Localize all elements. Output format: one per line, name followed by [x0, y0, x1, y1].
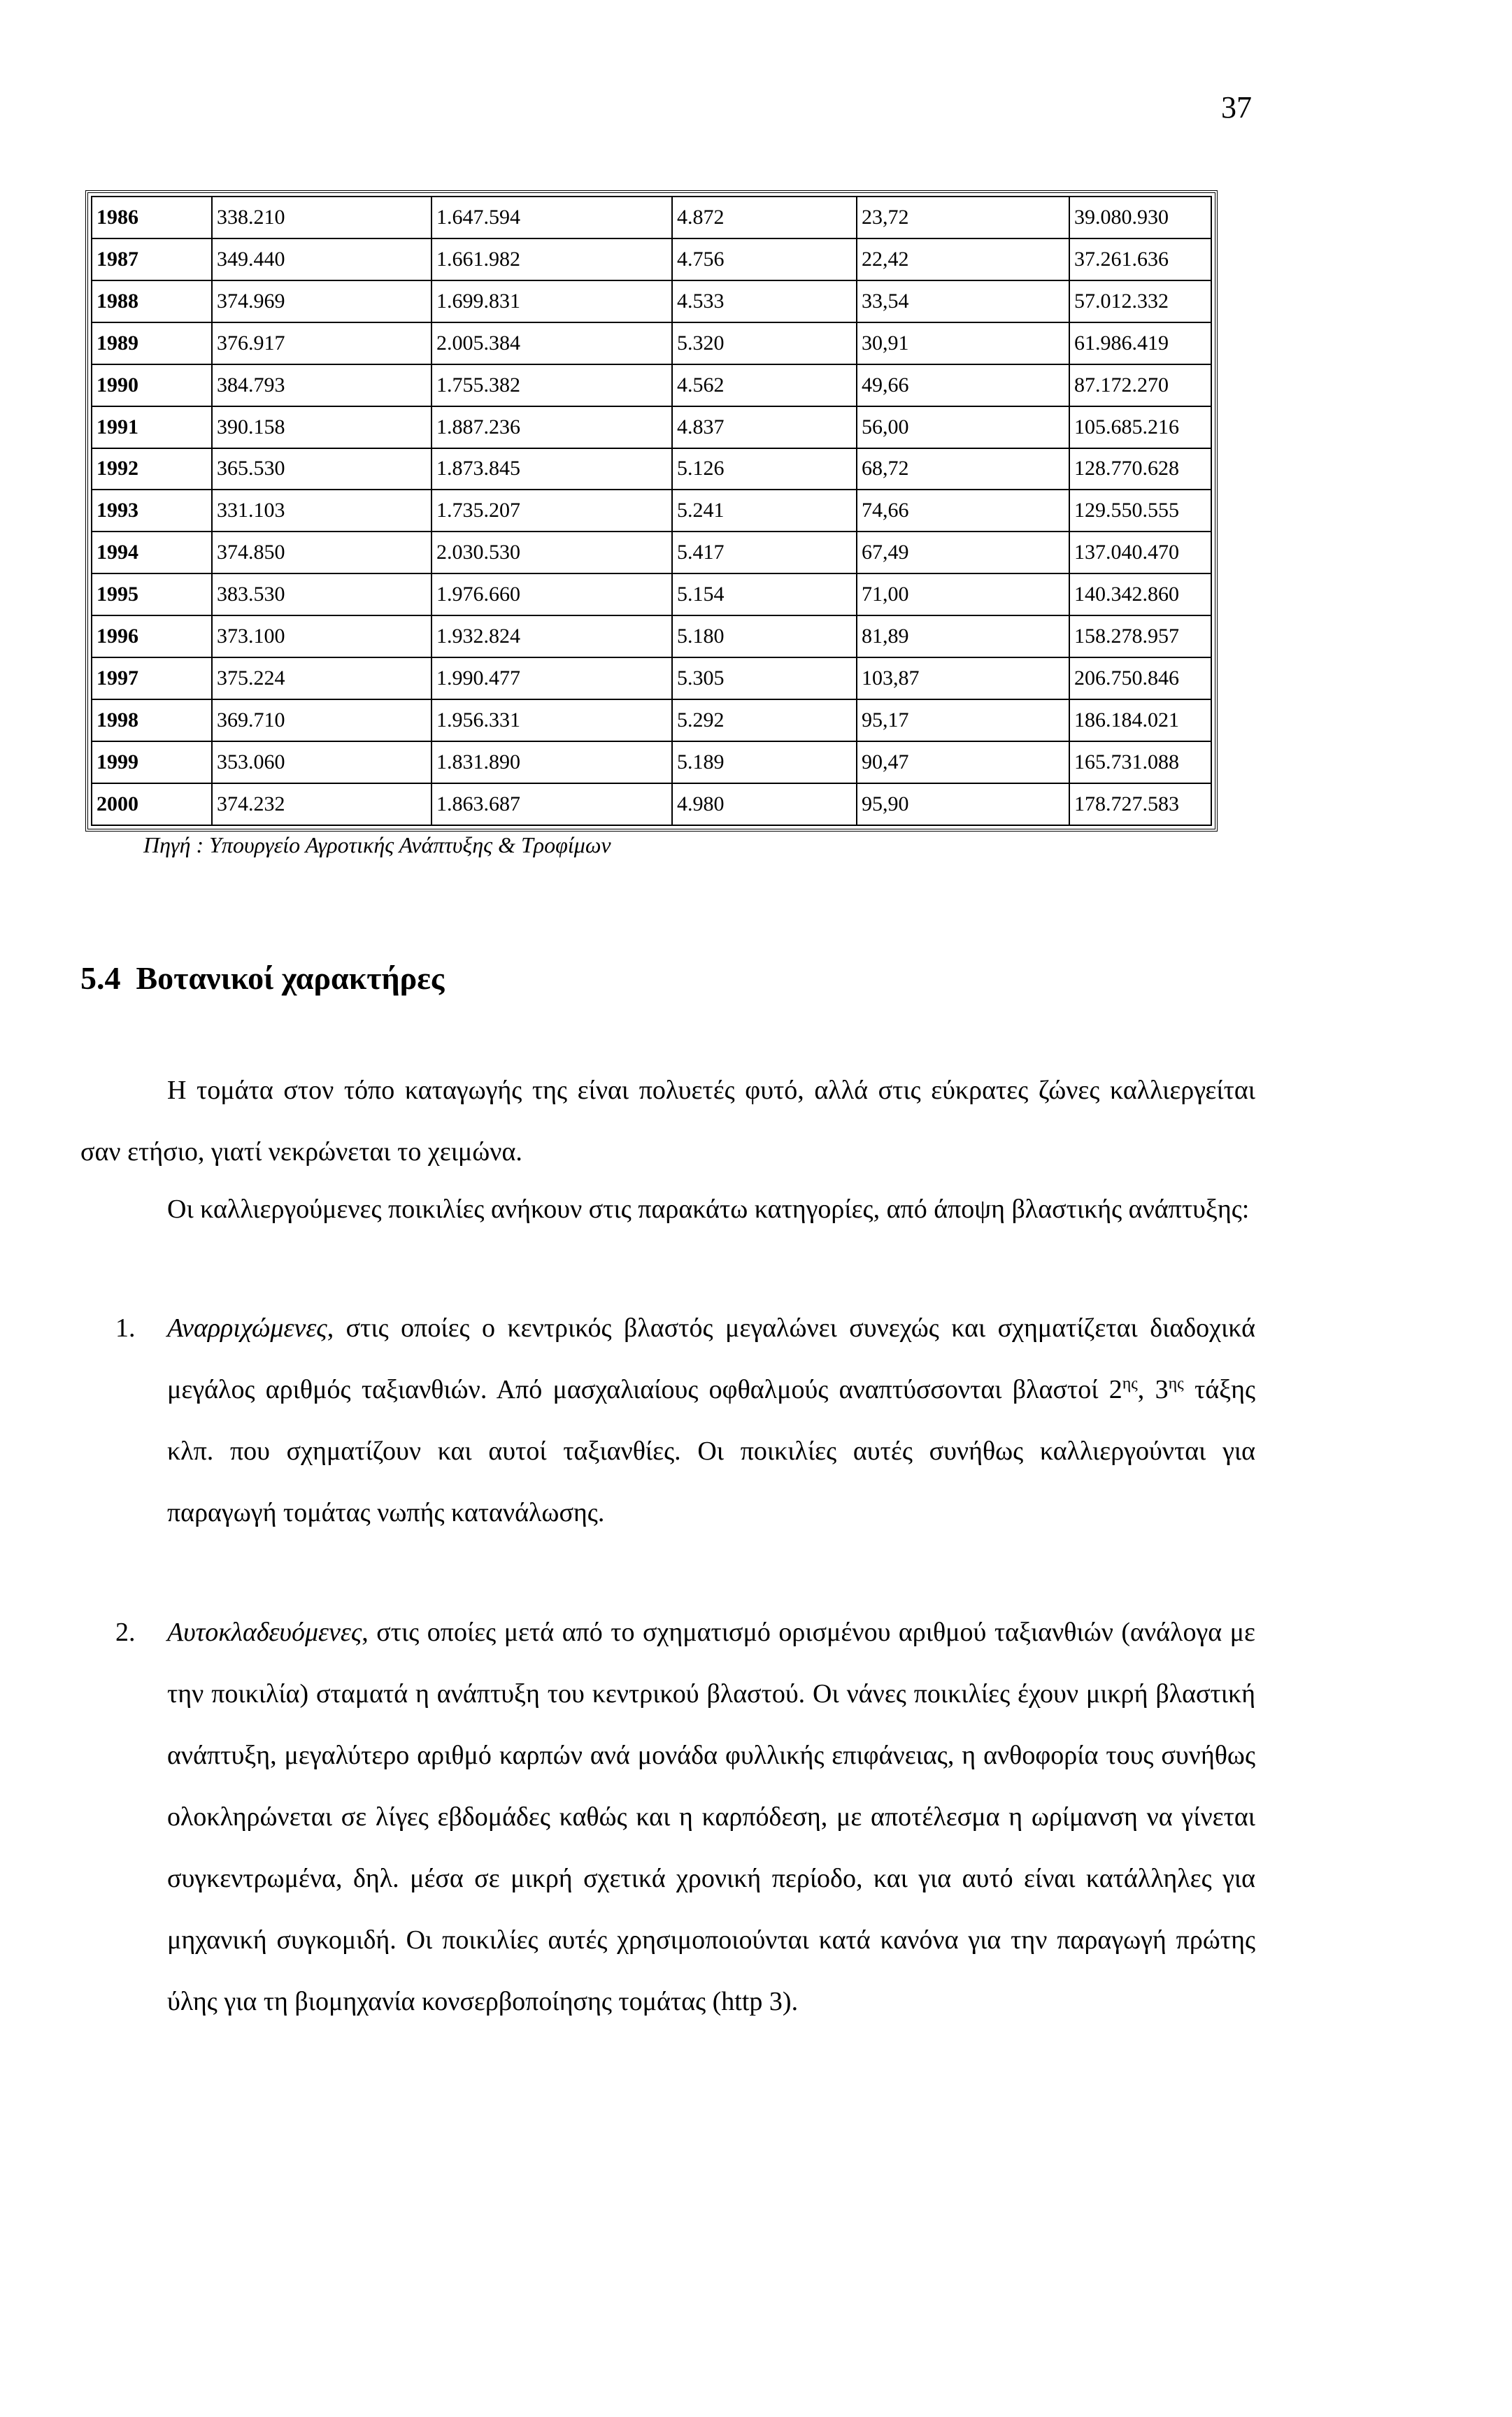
table-cell: 140.342.860: [1069, 573, 1211, 615]
table-row: [92, 699, 1211, 741]
table-cell: 1.647.594: [432, 197, 672, 238]
table-row: [92, 448, 1211, 490]
table-cell: 384.793: [212, 364, 432, 406]
table-row: [92, 573, 1211, 615]
table-cell: 383.530: [212, 573, 432, 615]
paragraph-intro: Η τομάτα στον τόπο καταγωγής της είναι πολυετές φυτό, αλλά στις εύκρατες ζώνες καλλιεργείται σαν ετήσιο, γιατί νεκρώνεται το χειμώνα.: [80, 1076, 1255, 1167]
table-cell: 5.126: [672, 448, 857, 490]
table-cell: 33,54: [857, 280, 1069, 322]
table-cell: 1.735.207: [432, 490, 672, 532]
table-row: [92, 406, 1211, 448]
table-row: [92, 783, 1211, 825]
table-cell: 373.100: [212, 615, 432, 657]
table-cell: 5.241: [672, 490, 857, 532]
table-cell: 4.980: [672, 783, 857, 825]
table-cell: 71,00: [857, 573, 1069, 615]
table-cell: 37.261.636: [1069, 238, 1211, 280]
table-cell-year: 1995: [92, 573, 212, 615]
table-cell: 5.180: [672, 615, 857, 657]
table-cell-year: 1993: [92, 490, 212, 532]
section-number: 5.4: [80, 960, 121, 996]
table-cell: 1.661.982: [432, 238, 672, 280]
table-cell: 129.550.555: [1069, 490, 1211, 532]
table-row: [92, 657, 1211, 699]
table-cell: 61.986.419: [1069, 322, 1211, 364]
table-source-note: Πηγή : Υπουργείο Αγροτικής Ανάπτυξης & Τροφίμων: [143, 832, 611, 857]
list-term: Αναρριχώμενες: [167, 1313, 327, 1343]
section-heading: [80, 960, 444, 997]
table-row: [92, 532, 1211, 573]
list-marker: 1.: [115, 1313, 136, 1343]
table-row: [92, 741, 1211, 783]
table-cell: 56,00: [857, 406, 1069, 448]
table-cell: 2.005.384: [432, 322, 672, 364]
table-cell: 376.917: [212, 322, 432, 364]
table-cell: 95,17: [857, 699, 1069, 741]
table-cell: 390.158: [212, 406, 432, 448]
table-cell: 4.837: [672, 406, 857, 448]
table-cell: 57.012.332: [1069, 280, 1211, 322]
table-cell: 30,91: [857, 322, 1069, 364]
table-cell: 365.530: [212, 448, 432, 490]
table-cell: 103,87: [857, 657, 1069, 699]
table-cell-year: 1987: [92, 238, 212, 280]
table-cell-year: 1990: [92, 364, 212, 406]
list-text: τάξης κλπ. που σχηματίζουν και αυτοί ταξιανθίες. Οι ποικιλίες αυτές συνήθως καλλιεργούνται για παραγωγή τομάτας νωπής κατανάλωσης.: [167, 1375, 1255, 1527]
table-cell: 375.224: [212, 657, 432, 699]
table-row: [92, 322, 1211, 364]
list-term: Αυτοκλαδευόμενες: [167, 1618, 362, 1647]
ordinal-suffix: ης: [1122, 1374, 1138, 1393]
table-cell: 1.976.660: [432, 573, 672, 615]
list-text: , 3: [1137, 1375, 1169, 1404]
table-cell: 4.756: [672, 238, 857, 280]
table-cell: 1.932.824: [432, 615, 672, 657]
table-cell: 95,90: [857, 783, 1069, 825]
table-row: [92, 490, 1211, 532]
table-cell-year: 1999: [92, 741, 212, 783]
table-body: [92, 197, 1211, 825]
statistics-table-frame: [85, 190, 1218, 832]
section-title: Βοτανικοί χαρακτήρες: [136, 960, 445, 996]
table-cell: 4.533: [672, 280, 857, 322]
table-cell: 90,47: [857, 741, 1069, 783]
table-cell: 74,66: [857, 490, 1069, 532]
ordinal-suffix: ης: [1168, 1374, 1184, 1393]
list-text: , στις οποίες μετά από το σχηματισμό ορισμένου αριθμού ταξιανθιών (ανάλογα με την ποικιλία) σταματά η ανάπτυξη του κεντρικού βλαστού. Οι νάνες ποικιλίες έχουν μικρή βλαστική ανάπτυξη, μεγαλύτερο αριθμό καρπών ανά μονάδα φυλλικής επιφάνειας, η ανθοφορία τους συνήθως ολοκληρώνεται σε λίγες εβδομάδες καθώς και η καρπόδεση, με αποτέλεσμα η ωρίμανση να γίνεται συγκεντρωμένα, δηλ. μέσα σε μικρή σχετικά χρονική περίοδο, και για αυτό είναι κατάλληλες για μηχανική συγκομιδή. Οι ποικιλίες αυτές χρησιμοποιούνται κατά κανόνα για την παραγωγή πρώτης ύλης για τη βιομηχανία κονσερβοποίησης τομάτας (http 3).: [167, 1618, 1255, 2016]
table-cell-year: 1988: [92, 280, 212, 322]
table-cell-year: 1996: [92, 615, 212, 657]
table-cell: 158.278.957: [1069, 615, 1211, 657]
table-cell: 87.172.270: [1069, 364, 1211, 406]
table-cell: 1.755.382: [432, 364, 672, 406]
table-cell: 2.030.530: [432, 532, 672, 573]
table-cell: 5.154: [672, 573, 857, 615]
table-cell: 186.184.021: [1069, 699, 1211, 741]
statistics-table: [91, 196, 1212, 826]
table-cell: 5.305: [672, 657, 857, 699]
table-cell: 178.727.583: [1069, 783, 1211, 825]
table-cell: 23,72: [857, 197, 1069, 238]
table-cell: 206.750.846: [1069, 657, 1211, 699]
table-cell: 369.710: [212, 699, 432, 741]
table-cell: 22,42: [857, 238, 1069, 280]
table-cell: 353.060: [212, 741, 432, 783]
table-cell-year: 1989: [92, 322, 212, 364]
table-cell-year: 1997: [92, 657, 212, 699]
list-text: , στις οποίες ο κεντρικός βλαστός μεγαλώνει συνεχώς και σχηματίζεται διαδοχικά μεγάλος αριθμός ταξιανθιών. Από μασχαλιαίους οφθαλμούς αναπτύσσονται βλαστοί 2: [167, 1313, 1255, 1404]
table-cell: 128.770.628: [1069, 448, 1211, 490]
table-cell: 374.969: [212, 280, 432, 322]
table-cell: 165.731.088: [1069, 741, 1211, 783]
table-cell-year: 1992: [92, 448, 212, 490]
table-cell: 1.887.236: [432, 406, 672, 448]
table-cell-year: 2000: [92, 783, 212, 825]
table-cell: 105.685.216: [1069, 406, 1211, 448]
table-cell: 5.417: [672, 532, 857, 573]
table-cell: 374.850: [212, 532, 432, 573]
table-cell: 1.873.845: [432, 448, 672, 490]
table-cell: 5.189: [672, 741, 857, 783]
table-cell: 67,49: [857, 532, 1069, 573]
table-cell: 1.699.831: [432, 280, 672, 322]
table-cell: 1.990.477: [432, 657, 672, 699]
table-cell-year: 1994: [92, 532, 212, 573]
list-item: [80, 1602, 1255, 2032]
table-cell: 137.040.470: [1069, 532, 1211, 573]
page-number: 37: [1221, 90, 1252, 124]
table-cell-year: 1986: [92, 197, 212, 238]
table-row: [92, 364, 1211, 406]
list-item: [80, 1297, 1255, 1543]
table-cell: 1.831.890: [432, 741, 672, 783]
table-cell: 331.103: [212, 490, 432, 532]
table-cell: 374.232: [212, 783, 432, 825]
table-row: [92, 197, 1211, 238]
table-cell: 4.562: [672, 364, 857, 406]
table-cell: 5.320: [672, 322, 857, 364]
table-cell: 1.956.331: [432, 699, 672, 741]
table-cell-year: 1991: [92, 406, 212, 448]
table-cell: 1.863.687: [432, 783, 672, 825]
table-row: [92, 280, 1211, 322]
table-cell: 49,66: [857, 364, 1069, 406]
table-cell: 68,72: [857, 448, 1069, 490]
table-row: [92, 615, 1211, 657]
table-cell: 4.872: [672, 197, 857, 238]
table-cell-year: 1998: [92, 699, 212, 741]
table-cell: 338.210: [212, 197, 432, 238]
paragraph-categories: Οι καλλιεργούμενες ποικιλίες ανήκουν στις παρακάτω κατηγορίες, από άποψη βλαστικής ανάπτυξης:: [167, 1195, 1250, 1224]
table-cell: 5.292: [672, 699, 857, 741]
table-cell: 39.080.930: [1069, 197, 1211, 238]
table-cell: 81,89: [857, 615, 1069, 657]
table-row: [92, 238, 1211, 280]
list-marker: 2.: [115, 1618, 136, 1647]
table-cell: 349.440: [212, 238, 432, 280]
